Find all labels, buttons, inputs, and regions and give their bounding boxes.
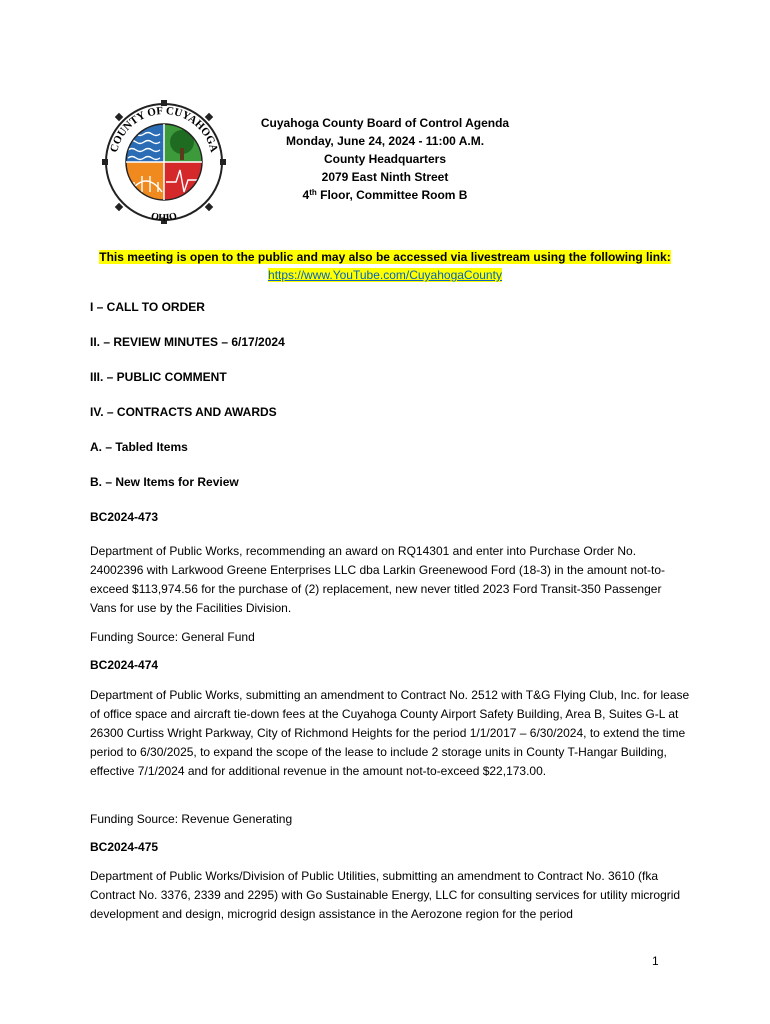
section-public-comment: III. – PUBLIC COMMENT (90, 370, 227, 384)
item-funding-source: Funding Source: Revenue Generating (90, 812, 293, 826)
meeting-room (240, 186, 530, 204)
item-description: Department of Public Works, recommending an award on RQ14301 and enter into Purchase Order No. 24002396 with Larkwood Greene Enterprises LLC dba Larkin Greenewood Ford (18-3) in the amount not-to-exceed $113,974.56 for the purchase of (2) replacement, new never titled 2023 Ford Transit-350 Passenger Vans for use by the Facilities Division. (90, 544, 665, 615)
seal-top-text: COUNTY OF CUYAHOGA (108, 104, 220, 154)
notice-text: This meeting is open to the public and may also be accessed via livestream using the following link: (99, 250, 671, 264)
item-description: Department of Public Works/Division of Public Utilities, submitting an amendment to Contract No. 3610 (fka Contract No. 3376, 2339 and 2295) with Go Sustainable Energy, LLC for consulting services for utility microgrid development and design, microgrid design assistance in the Aerozone region for the period (90, 869, 681, 921)
item-description: Department of Public Works, submitting an amendment to Contract No. 2512 with T&G Flying Club, Inc. for lease of office space and aircraft tie-down fees at the Cuyahoga County Airport Safety Building, Area B, Suites G-L at 26300 Curtiss Wright Parkway, City of Richmond Heights for the period 1/1/2017 – 6/30/2024, to extend the time period to 6/30/2025, to expand the scope of the lease to include 2 storage units in County T-Hangar Building, effective 7/1/2024 and for additional revenue in the amount not-to-exceed $22,173.00. (90, 688, 690, 778)
page-number: 1 (652, 954, 659, 968)
item-id: BC2024-474 (90, 658, 159, 672)
meeting-date-time: Monday, June 24, 2024 - 11:00 A.M. (285, 134, 485, 148)
agenda-title: Cuyahoga County Board of Control Agenda (260, 116, 510, 130)
item-id: BC2024-475 (90, 840, 159, 854)
section-review-minutes: II. – REVIEW MINUTES – 6/17/2024 (90, 335, 285, 349)
agenda-header (240, 114, 530, 204)
meeting-address: 2079 East Ninth Street (321, 170, 449, 184)
item-id: BC2024-473 (90, 510, 159, 524)
floor-suffix: th (309, 188, 317, 197)
floor-number: 4 (302, 188, 310, 202)
county-seal-logo (98, 96, 230, 228)
section-contracts-awards: IV. – CONTRACTS AND AWARDS (90, 405, 277, 419)
seal-bottom-text: OHIO (149, 210, 179, 224)
section-call-to-order: I – CALL TO ORDER (90, 300, 205, 314)
section-tabled-items: A. – Tabled Items (90, 440, 188, 454)
item-funding-source: Funding Source: General Fund (90, 630, 255, 644)
room-name: Floor, Committee Room B (316, 188, 468, 202)
meeting-location: County Headquarters (323, 152, 447, 166)
livestream-link[interactable]: https://www.YouTube.com/CuyahogaCounty (268, 268, 502, 282)
livestream-notice (40, 248, 730, 284)
svg-text:OHIO (150, 211, 179, 224)
section-new-items: B. – New Items for Review (90, 475, 239, 489)
